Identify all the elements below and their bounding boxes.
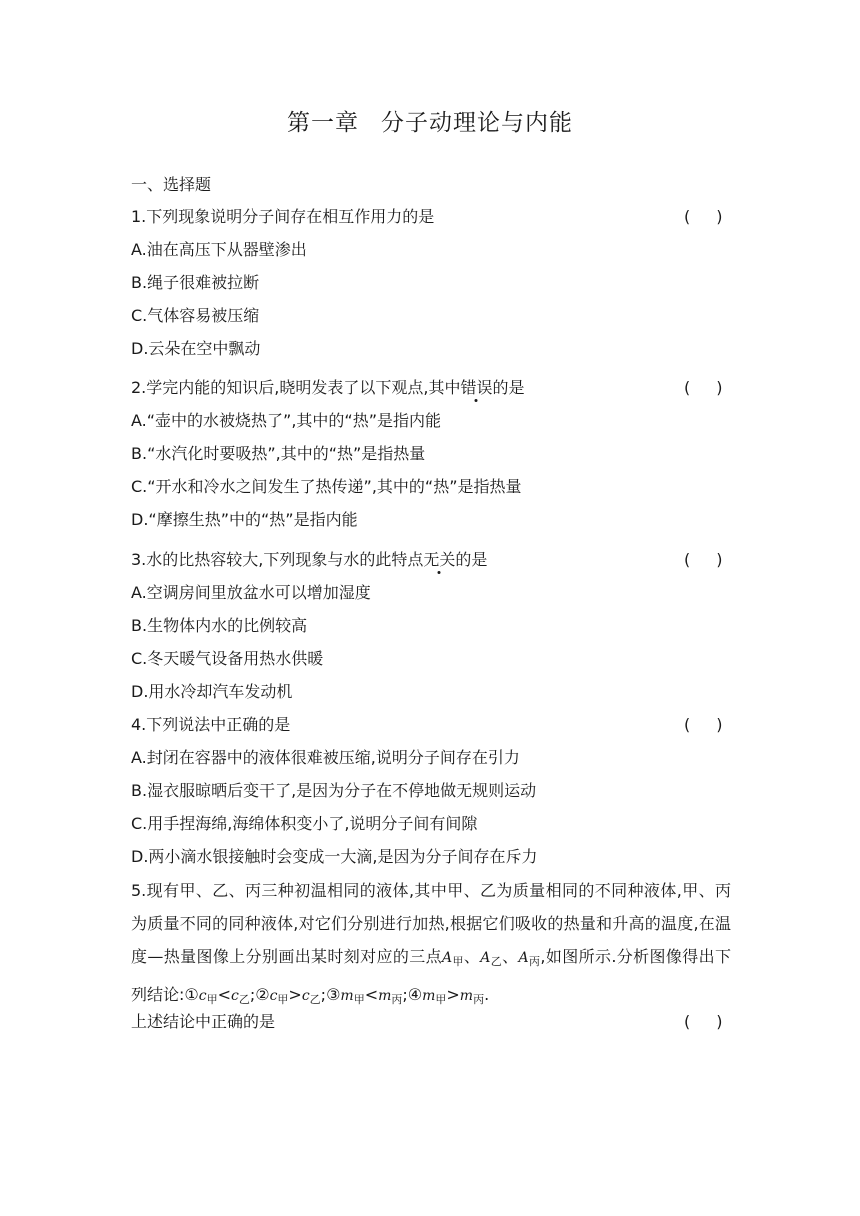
question-2-option-c: C.“开水和冷水之间发生了热传递”,其中的“热”是指热量	[131, 477, 522, 496]
question-2-option-b: B.“水汽化时要吸热”,其中的“热”是指热量	[131, 444, 426, 463]
question-1-option-b: B.绳子很难被拉断	[131, 273, 260, 292]
question-4-option-a: A.封闭在容器中的液体很难被压缩,说明分子间存在引力	[131, 748, 520, 767]
question-3-answer-blank: ( )	[684, 550, 723, 569]
emphasis-dots: 无关	[423, 550, 456, 569]
question-5-last-line: 上述结论中正确的是	[131, 1012, 276, 1031]
question-1-answer-blank: ( )	[684, 207, 723, 226]
question-2-stem: 2.学完内能的知识后,晓明发表了以下观点,其中错误的是	[131, 378, 525, 397]
chapter-name: 分子动理论与内能	[381, 110, 573, 136]
question-3-option-c: C.冬天暖气设备用热水供暖	[131, 649, 324, 668]
question-4-option-c: C.用手捏海绵,海绵体积变小了,说明分子间有间隙	[131, 814, 478, 833]
question-5-stem: 5.现有甲、乙、丙三种初温相同的液体,其中甲、乙为质量相同的不同种液体,甲、丙为质量不同的同种液体,对它们分别进行加热,根据它们吸收的热量和升高的温度,在温度—热量图像上分别画出某时刻对应的三点$A_甲$、$A_乙$、$A_丙$,如图所示.分析图像得出下列结论$:①c_甲<c_乙;②c_甲>c_乙;③m_甲<m_丙;④m_甲>m_丙$.	[131, 881, 731, 1006]
chapter-title	[0, 104, 860, 137]
question-3-stem: 3.水的比热容较大,下列现象与水的此特点无关的是	[131, 550, 488, 569]
question-3-option-d: D.用水冷却汽车发动机	[131, 682, 293, 701]
question-3-option-a: A.空调房间里放盆水可以增加湿度	[131, 583, 371, 602]
question-4-answer-blank: ( )	[684, 715, 723, 734]
question-4-option-d: D.两小滴水银接触时会变成一大滴,是因为分子间存在斥力	[131, 847, 538, 866]
question-1-option-c: C.气体容易被压缩	[131, 306, 260, 325]
question-3-option-b: B.生物体内水的比例较高	[131, 616, 308, 635]
question-4-option-b: B.湿衣服晾晒后变干了,是因为分子在不停地做无规则运动	[131, 781, 537, 800]
question-1-option-a: A.油在高压下从器壁渗出	[131, 240, 307, 259]
question-2-answer-blank: ( )	[684, 378, 723, 397]
question-2-option-d: D.“摩擦生热”中的“热”是指内能	[131, 510, 358, 529]
chapter-number: 第一章	[287, 110, 359, 136]
emphasis-dots: 错误	[460, 378, 493, 397]
question-2-option-a: A.“壶中的水被烧热了”,其中的“热”是指内能	[131, 411, 441, 430]
question-1-stem: 1.下列现象说明分子间存在相互作用力的是	[131, 207, 435, 226]
section-heading: 一、选择题	[131, 175, 212, 194]
question-1-option-d: D.云朵在空中飘动	[131, 339, 261, 358]
question-5-answer-blank: ( )	[684, 1012, 723, 1031]
question-4-stem: 4.下列说法中正确的是	[131, 715, 291, 734]
